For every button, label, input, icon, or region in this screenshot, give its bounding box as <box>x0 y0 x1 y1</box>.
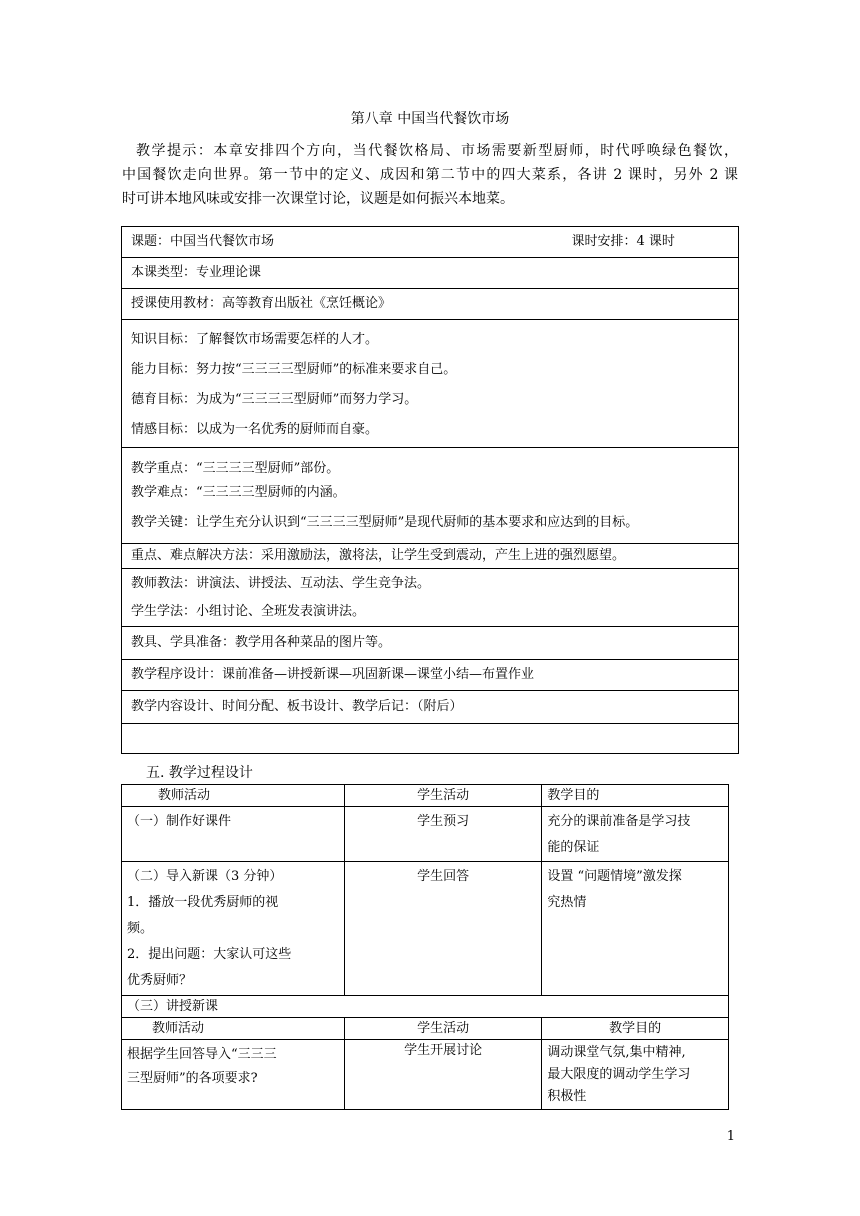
teacher-line: 频。 <box>127 921 154 936</box>
table-row <box>122 627 739 660</box>
key-point: 教学重点：“三三三三型厨师”部份。 <box>131 461 340 476</box>
purpose-cell <box>542 862 729 996</box>
table-row <box>122 544 739 569</box>
table-row <box>122 448 739 544</box>
header-student: 学生活动 <box>344 785 541 807</box>
moral-goal: 德育目标：为成为“三三三三型厨师”而努力学习。 <box>131 392 418 407</box>
teaching-tips-line-3: 时可讲本地风味或安排一次课堂讨论，议题是如何振兴本地菜。 <box>122 191 514 207</box>
table-row <box>122 807 729 862</box>
teacher-method: 教师教法：讲演法、讲授法、互动法、学生竞争法。 <box>131 576 431 591</box>
hours-text: 课时安排：4 课时 <box>571 234 675 249</box>
teacher-line: 三型厨师”的各项要求? <box>127 1071 258 1086</box>
header-teacher: 教师活动 <box>122 1018 345 1040</box>
purpose-line: 积极性 <box>547 1089 587 1104</box>
header-teacher: 教师活动 <box>122 785 345 807</box>
purpose-line: 调动课堂气氛,集中精神, <box>547 1045 686 1060</box>
student-activity-cell: 学生开展讨论 <box>344 1040 541 1110</box>
key-points-cell <box>122 448 739 544</box>
table-row <box>122 258 739 289</box>
teacher-activity-cell <box>122 862 345 996</box>
purpose-cell <box>542 807 729 862</box>
header-student: 学生活动 <box>344 1018 541 1040</box>
methods-cell <box>122 569 739 627</box>
teaching-tips-line-1: 教学提示：本章安排四个方向，当代餐饮格局、市场需要新型厨师，时代呼唤绿色餐饮， <box>136 143 738 159</box>
teacher-activity-cell <box>122 1040 345 1110</box>
process-table <box>121 784 729 1110</box>
knowledge-goal: 知识目标：了解餐饮市场需要怎样的人才。 <box>131 332 379 347</box>
teacher-line: 根据学生回答导入“三三三 <box>127 1047 277 1062</box>
student-activity-cell: 学生回答 <box>344 862 541 996</box>
table-row <box>122 569 739 627</box>
purpose-line: 充分的课前准备是学习技 <box>547 814 691 829</box>
procedure-cell: 教学程序设计：课前准备—讲授新课—巩固新课—课堂小结—布置作业 <box>122 660 739 691</box>
header-purpose: 教学目的 <box>542 785 729 807</box>
table-row <box>122 996 729 1018</box>
table-row <box>122 227 739 258</box>
ability-goal: 能力目标：努力按“三三三三型厨师”的标准来要求自己。 <box>131 362 457 377</box>
goals-cell <box>122 320 739 448</box>
table-row <box>122 320 739 448</box>
page-number: 1 <box>726 1129 735 1144</box>
section-heading: 五. 教学过程设计 <box>146 765 253 781</box>
emotion-goal: 情感目标：以成为一名优秀的厨师而自豪。 <box>131 422 379 437</box>
empty-cell <box>122 724 739 754</box>
teaching-tips-line-2: 中国餐饮走向世界。第一节中的定义、成因和第二节中的四大菜系，各讲 2 课时，另外 2 课 <box>122 167 738 183</box>
lesson-type-cell: 本课类型：专业理论课 <box>122 258 739 289</box>
difficult-point: 教学难点：“三三三三型厨师的内涵。 <box>131 485 346 500</box>
table-row <box>122 1040 729 1110</box>
table-row <box>122 289 739 320</box>
purpose-line: 最大限度的调动学生学习 <box>547 1067 691 1082</box>
teacher-line: 1．播放一段优秀厨师的视 <box>127 895 279 910</box>
table-row <box>122 785 729 807</box>
tools-cell: 教具、学具准备：教学用各种菜品的图片等。 <box>122 627 739 660</box>
content-design-cell: 教学内容设计、时间分配、板书设计、教学后记：（附后） <box>122 691 739 724</box>
table-row <box>122 862 729 996</box>
student-method: 学生学法：小组讨论、全班发表演讲法。 <box>131 604 366 619</box>
section-3-cell: （三）讲授新课 <box>122 996 729 1018</box>
key-link: 教学关键：让学生充分认识到“三三三三型厨师”是现代厨师的基本要求和应达到的目标。 <box>131 515 639 530</box>
purpose-line: 究热情 <box>547 895 587 910</box>
table-row <box>122 1018 729 1040</box>
student-activity-cell: 学生预习 <box>344 807 541 862</box>
topic-text: 课题：中国当代餐饮市场 <box>131 234 275 249</box>
textbook-cell: 授课使用教材：高等教育出版社《烹饪概论》 <box>122 289 739 320</box>
header-purpose: 教学目的 <box>542 1018 729 1040</box>
teacher-line: 2．提出问题：大家认可这些 <box>127 947 292 962</box>
topic-cell <box>122 227 739 258</box>
solution-cell: 重点、难点解决方法：采用激励法，激将法，让学生受到震动，产生上进的强烈愿望。 <box>122 544 739 569</box>
purpose-line: 设置 “问题情境”激发探 <box>547 869 682 884</box>
chapter-title: 第八章 中国当代餐饮市场 <box>350 111 510 127</box>
table-row <box>122 660 739 691</box>
table-row <box>122 724 739 754</box>
teacher-line: 优秀厨师？ <box>127 973 193 988</box>
purpose-line: 能的保证 <box>547 840 600 855</box>
purpose-cell <box>542 1040 729 1110</box>
lesson-plan-table <box>121 226 739 754</box>
table-row <box>122 691 739 724</box>
teacher-activity-cell: （一）制作好课件 <box>122 807 345 862</box>
teaching-tips-paragraph <box>122 139 738 211</box>
teacher-line: （二）导入新课（3 分钟） <box>127 869 283 884</box>
